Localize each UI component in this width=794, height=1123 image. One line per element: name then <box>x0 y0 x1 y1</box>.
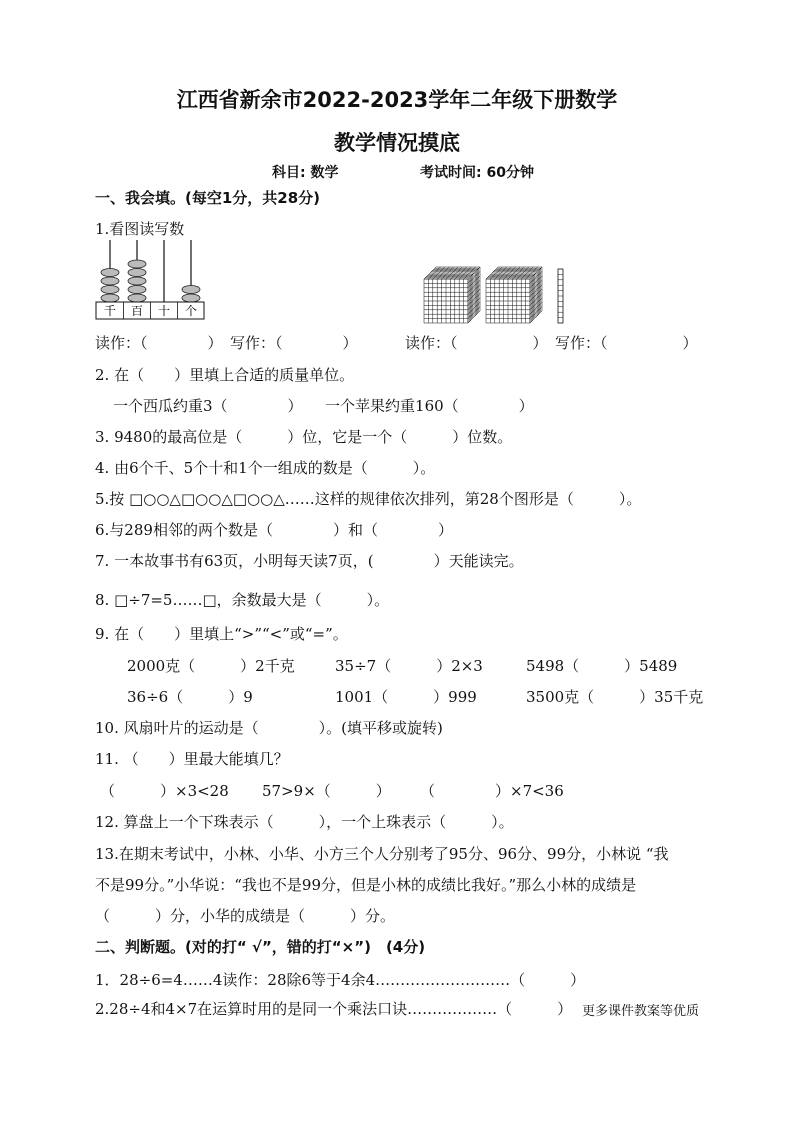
q3-text: 3. 9480的最高位是（ ）位，它是一个（ ）位数。 <box>95 428 513 446</box>
q9-item: 3500克（ ）35千克 <box>526 688 704 706</box>
abacus-figure <box>95 240 207 322</box>
q13-line3: （ ）分，小华的成绩是（ ）分。 <box>95 907 396 925</box>
q11-item: 57>9×（ ） <box>262 782 391 800</box>
abacus-label: 百 <box>130 304 144 318</box>
q9-text: 9. 在（ ）里填上“>”“<”或“=”。 <box>95 625 348 643</box>
q4-text: 4. 由6个千、5个十和1个一组成的数是（ ）。 <box>95 459 436 477</box>
q8-text: 8. □÷7=5……□，余数最大是（ ）。 <box>95 591 390 609</box>
q11-item: （ ）×7<36 <box>420 782 564 800</box>
thousand-cube <box>486 267 542 323</box>
abacus-bead <box>128 286 146 294</box>
abacus-bead <box>128 260 146 268</box>
abacus-bead <box>101 294 119 302</box>
abacus-label: 千 <box>103 304 117 318</box>
q9-item: 2000克（ ）2千克 <box>127 657 295 675</box>
abacus-bead <box>128 269 146 277</box>
abacus-bead <box>182 294 200 302</box>
q9-item: 5498（ ）5489 <box>526 657 678 675</box>
thousand-cube <box>424 267 480 323</box>
page-title: 江西省新余市2022-2023学年二年级下册数学 <box>176 88 618 112</box>
abacus-bead <box>128 277 146 285</box>
q1-answer-left: 读作：（ ） 写作：（ ） <box>95 334 358 352</box>
q13-line1: 13.在期末考试中，小林、小华、小方三个人分别考了95分、96分、99分，小林说 “我 <box>95 845 669 863</box>
s2-q1-text: 1．28÷6=4……4读作：28除6等于4余4………………………（ ） <box>95 971 586 989</box>
q11-text: 11. （ ）里最大能填几？ <box>95 750 289 768</box>
subject-label: 科目: 数学 <box>272 165 339 181</box>
q2-text: 2. 在（ ）里填上合适的质量单位。 <box>95 366 355 384</box>
q6-text: 6.与289相邻的两个数是（ ）和（ ） <box>95 521 453 539</box>
abacus-bead <box>128 294 146 302</box>
abacus-bead <box>182 286 200 294</box>
q9-item: 35÷7（ ）2×3 <box>335 657 483 675</box>
q9-item: 36÷6（ ）9 <box>127 688 253 706</box>
q11-item: （ ）×3<28 <box>100 782 229 800</box>
section2-heading: 二、判断题。(对的打“ √”，错的打“×”) (4分) <box>95 938 426 956</box>
abacus-label: 个 <box>184 304 198 318</box>
abacus-bead <box>101 269 119 277</box>
abacus-bead <box>101 277 119 285</box>
q7-text: 7. 一本故事书有63页，小明每天读7页，( ）天能读完。 <box>95 552 524 570</box>
q10-text: 10. 风扇叶片的运动是（ ）。(填平移或旋转) <box>95 719 443 737</box>
watermark-text: 更多课件教案等优质 <box>582 1004 700 1019</box>
page-subtitle: 教学情况摸底 <box>334 131 460 155</box>
q5-text: 5.按 □○○△□○○△□○○△……这样的规律依次排列，第28个图形是（ ）。 <box>95 490 642 508</box>
q1-text: 1.看图读写数 <box>95 220 185 238</box>
section1-heading: 一、我会填。(每空1分，共28分) <box>95 189 321 207</box>
abacus-bead <box>101 286 119 294</box>
q1-answer-right: 读作：（ ） 写作：（ ） <box>405 334 698 352</box>
abacus-label: 十 <box>157 304 171 318</box>
q13-line2: 不是99分。”小华说：“我也不是99分，但是小林的成绩比我好。”那么小林的成绩是 <box>95 876 637 894</box>
q12-text: 12. 算盘上一个下珠表示（ ），一个上珠表示（ ）。 <box>95 813 514 831</box>
exam-time-label: 考试时间: 60分钟 <box>420 165 534 181</box>
place-value-cubes <box>422 265 572 327</box>
q9-item: 1001（ ）999 <box>335 688 477 706</box>
s2-q2-text: 2.28÷4和4×7在运算时用的是同一个乘法口诀………………（ ） <box>95 1000 573 1018</box>
q2-items: 一个西瓜约重3（ ） 一个苹果约重160（ ） <box>113 397 534 415</box>
